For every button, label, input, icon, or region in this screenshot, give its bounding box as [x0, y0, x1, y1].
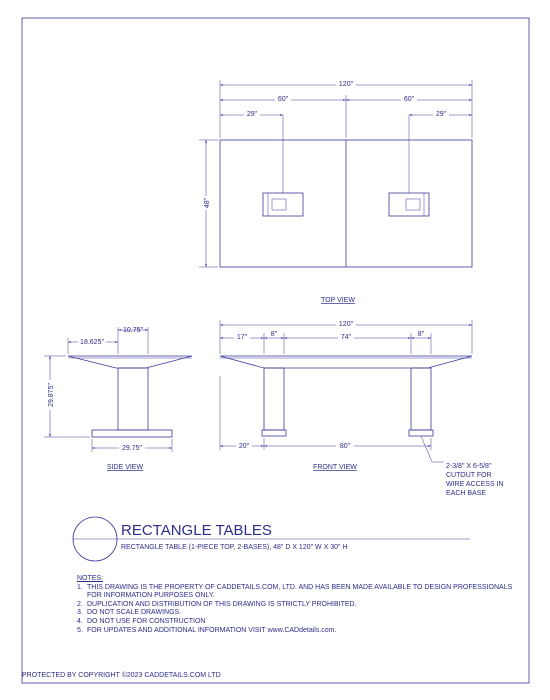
top-view [199, 79, 472, 304]
dim-front-bottom-center-80: 80" [339, 443, 351, 450]
wire-cutout-callout [446, 463, 504, 497]
note-text: THIS DRAWING IS THE PROPERTY OF CADDETAILS.COM, LTD. AND HAS BEEN MADE AVAILABLE TO DESIGN PROFESSIONALS FOR INFORMATION PURPOSES ONLY. [87, 583, 513, 600]
note-item [77, 618, 517, 627]
dim-height-29-875: 29.875" [48, 383, 55, 407]
dim-base-29-75: 29.75" [121, 445, 143, 452]
note-item [77, 601, 517, 610]
side-view-label: SIDE VIEW [106, 464, 144, 471]
front-view [220, 319, 472, 471]
note-number: 3. [77, 609, 83, 617]
dim-front-left-edge-17: 17" [236, 334, 248, 341]
callout-line: CUTOUT FOR [446, 472, 492, 479]
callout-line: WIRE ACCESS IN [446, 481, 504, 488]
drawing-title: RECTANGLE TABLES [121, 522, 272, 539]
note-number: 5. [77, 626, 83, 634]
drawing-subtitle: RECTANGLE TABLE (1-PIECE TOP, 2-BASES), 48" D X 120" W X 30" H [121, 544, 348, 551]
title-block [73, 517, 470, 561]
dim-overhang-18-625: 18.625" [80, 339, 104, 346]
front-leg-right [411, 368, 431, 430]
note-number: 1. [77, 583, 83, 591]
callout-line: 2-3/8" X 6-5/8" [446, 463, 492, 470]
dim-left-offset-29: 29" [246, 111, 258, 118]
dim-front-left-base-8: 8" [270, 331, 278, 338]
dim-front-overall-120: 120" [338, 321, 354, 328]
side-view [43, 327, 192, 471]
dim-top-width-10-75: 10.75" [122, 327, 144, 334]
copyright-footer: PROTECTED BY COPYRIGHT ©2023 CADDETAILS.COM LTD [22, 672, 221, 679]
callout-line: EACH BASE [446, 490, 487, 497]
note-item [77, 609, 517, 618]
dim-depth-48: 48" [204, 197, 211, 209]
side-base [92, 430, 172, 437]
note-text: DO NOT SCALE DRAWINGS. [87, 609, 182, 617]
dim-overall-120: 120" [338, 81, 354, 88]
notes-heading: NOTES: [77, 575, 104, 582]
dim-right-offset-29: 29" [435, 111, 447, 118]
note-number: 2. [77, 600, 83, 608]
front-leg-left [264, 368, 284, 430]
note-text: FOR UPDATES AND ADDITIONAL INFORMATION VISIT www.CADdetails.com. [87, 626, 337, 634]
dim-right-half-60: 60" [403, 96, 415, 103]
top-base-left [263, 193, 303, 216]
note-item [77, 584, 517, 601]
side-column [118, 368, 148, 430]
dim-front-center-74: 74" [340, 334, 352, 341]
dim-front-right-base-8: 8" [417, 331, 425, 338]
dim-left-half-60: 60" [277, 96, 289, 103]
dim-front-bottom-left-20: 20" [238, 443, 250, 450]
callout-leader [421, 436, 444, 462]
top-view-label: TOP VIEW [321, 297, 355, 304]
front-view-label: FRONT VIEW [313, 464, 357, 471]
top-base-right [389, 193, 429, 216]
note-text: DO NOT USE FOR CONSTRUCTION [87, 617, 206, 625]
note-text: DUPLICATION AND DISTRIBUTION OF THIS DRAWING IS STRICTLY PROHIBITED. [87, 600, 357, 608]
note-number: 4. [77, 617, 83, 625]
note-item [77, 627, 517, 636]
notes-block [77, 575, 517, 635]
